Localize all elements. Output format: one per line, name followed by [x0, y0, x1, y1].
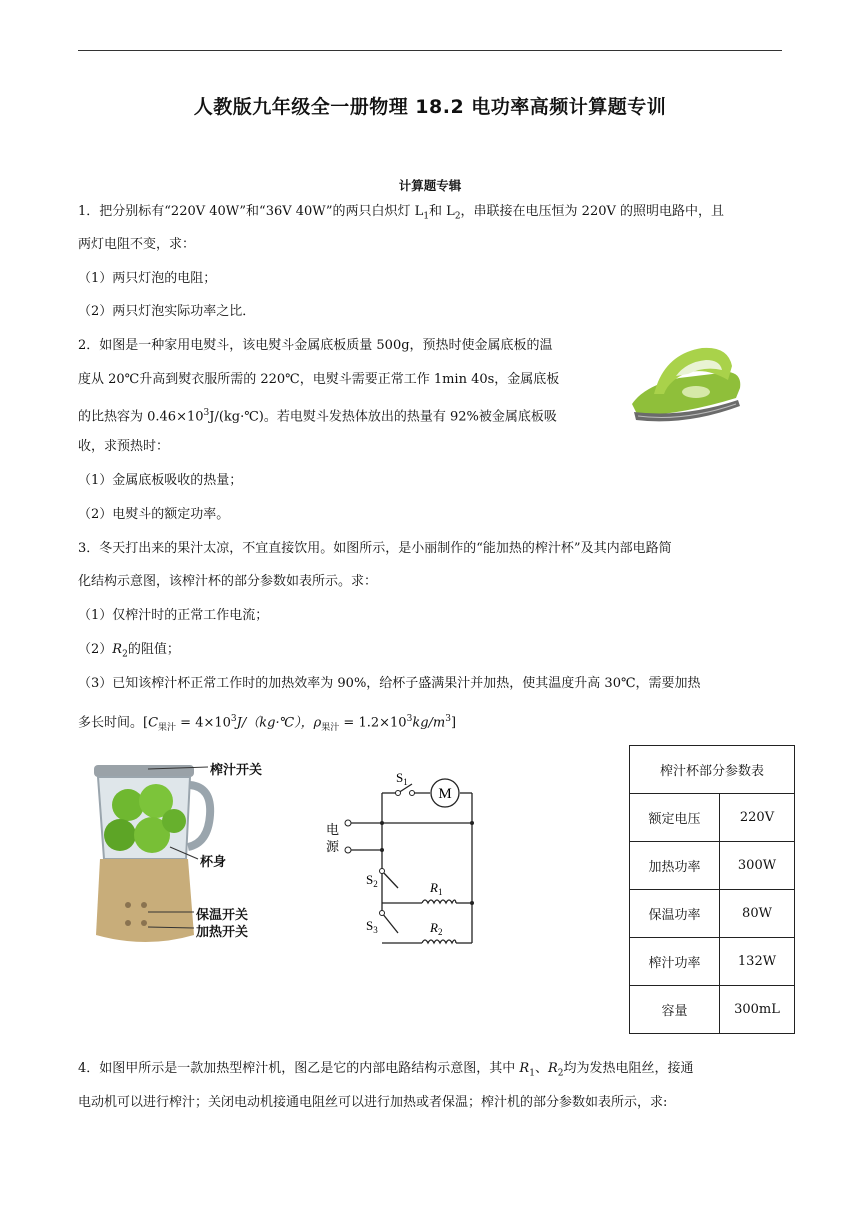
q2-line4: 收，求预热时：: [78, 439, 170, 454]
q3-part3-formula: 多长时间。[$C_{果汁}$ = $4\times 10^3J/(kg\cdot℃)$，$\rho_{果汁} = 1.2\times 10^3kg/m^3$]: [78, 714, 457, 733]
table-cell-value: 300mL: [720, 986, 795, 1034]
header-rule: [78, 50, 782, 51]
juicer-parameter-table: [629, 745, 795, 1034]
table-row: [630, 794, 795, 842]
s1-label: $S_1$: [396, 770, 408, 787]
table-cell-key: 加热功率: [630, 842, 720, 890]
table-cell-value: 132W: [720, 938, 795, 986]
q2-line1: 2．如图是一种家用电熨斗，该电熨斗金属底板质量 500g，预热时使金属底板的温: [78, 338, 553, 353]
label-keep-warm-switch: 保温开关: [196, 908, 249, 923]
table-cell-key: 额定电压: [630, 794, 720, 842]
q4-line2: 电动机可以进行榨汁；关闭电动机接通电阻丝可以进行加热或者保温；榨汁机的部分参数如表所示，求:: [78, 1095, 668, 1110]
s3-label: $S_3$: [366, 918, 378, 935]
table-header-row: [630, 746, 795, 794]
juicer-image: [90, 755, 290, 955]
q2-line2: 度从 20℃升高到熨衣服所需的 220℃，电熨斗需要正常工作 1min 40s，金属底板: [78, 372, 560, 387]
r2-label: $R_2$: [430, 920, 443, 937]
q1-part2: （2）两只灯泡实际功率之比．: [78, 304, 256, 319]
power-label-2: 源: [326, 840, 340, 855]
table-row: [630, 986, 795, 1034]
power-label-1: 电: [326, 823, 340, 838]
table-row: [630, 842, 795, 890]
motor-label: M: [438, 786, 452, 802]
circuit-diagram: [322, 768, 492, 958]
q1-line1: 1．把分别标有“220V 40W”和“36V 40W”的两只白炽灯 $L_1$和 $L_2$，串联接在电压恒为 220V 的照明电路中，且: [78, 204, 725, 222]
label-heat-switch: 加热开关: [196, 925, 249, 940]
table-row: [630, 890, 795, 938]
q3-part1: （1）仅榨汁时的正常工作电流；: [78, 608, 269, 623]
q3-line2: 化结构示意图，该榨汁杯的部分参数如表所示。求：: [78, 574, 378, 589]
electric-iron-image: [624, 336, 748, 436]
table-header: 榨汁杯部分参数表: [630, 746, 795, 794]
table-cell-value: 80W: [720, 890, 795, 938]
q3-part2: $(2)R_2$的阻值；: [78, 642, 180, 660]
table-cell-value: 220V: [720, 794, 795, 842]
juicer-figure: [90, 755, 290, 955]
label-juice-switch: 榨汁开关: [210, 763, 263, 778]
q3-part3: （3）已知该榨汁杯正常工作时的加热效率为 90%，给杯子盛满果汁并加热，使其温度升高 30℃，需要加热: [78, 676, 701, 691]
q2-line3: 的比热容为 $0.46\times 10^3J/(kg\cdot℃)$。若电熨斗发热体放出的热量有 92%被金属底板吸: [78, 408, 557, 425]
table-cell-key: 容量: [630, 986, 720, 1034]
q1-line2: 两灯电阻不变，求：: [78, 237, 196, 252]
table-cell-key: 榨汁功率: [630, 938, 720, 986]
r1-label: $R_1$: [430, 880, 443, 897]
q4-line1: 4．如图甲所示是一款加热型榨汁机，图乙是它的内部电路结构示意图，其中 $R_1$、$R_2$均为发热电阻丝，接通: [78, 1061, 694, 1079]
section-heading: 计算题专辑: [398, 178, 462, 193]
table-cell-value: 300W: [720, 842, 795, 890]
table-cell-key: 保温功率: [630, 890, 720, 938]
q2-part1: （1）金属底板吸收的热量；: [78, 473, 243, 488]
label-cup-body: 杯身: [200, 855, 227, 870]
q1-part1: （1）两只灯泡的电阻；: [78, 271, 217, 286]
table-row: [630, 938, 795, 986]
q2-part2: （2）电熨斗的额定功率。: [78, 507, 230, 522]
s2-label: $S_2$: [366, 872, 378, 889]
page-title: 人教版九年级全一册物理 18.2 电功率高频计算题专训: [193, 96, 667, 118]
q3-line1: 3．冬天打出来的果汁太凉，不宜直接饮用。如图所示，是小丽制作的“能加热的榨汁杯”及其内部电路简: [78, 541, 672, 556]
